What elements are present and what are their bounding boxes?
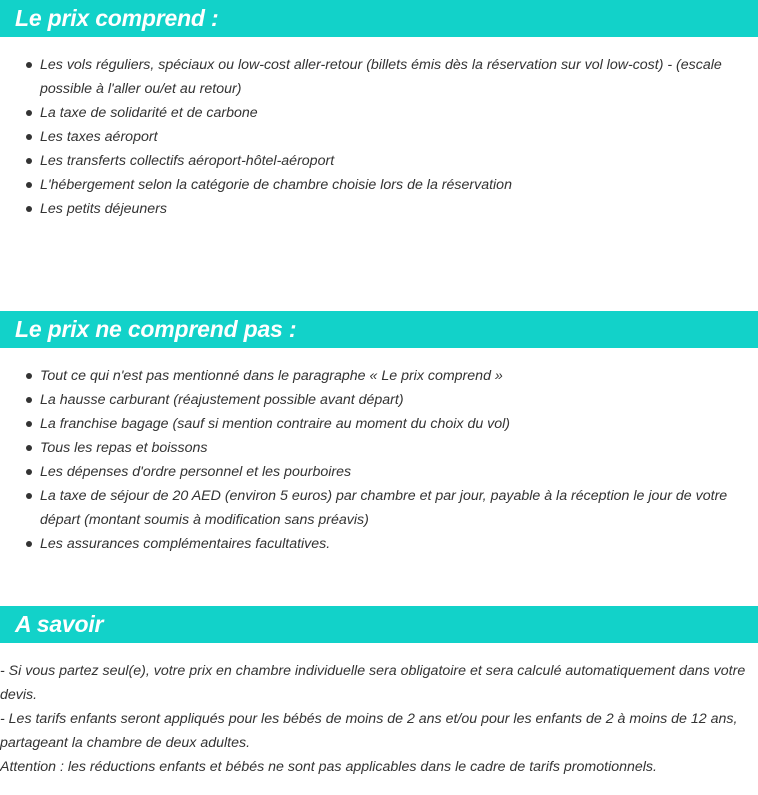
list-item (0, 149, 758, 173)
included-list (0, 53, 758, 221)
section-header-info (0, 606, 758, 643)
list-item-text: L'hébergement selon la catégorie de chambre choisie lors de la réservation (40, 177, 512, 193)
list-item (0, 173, 758, 197)
info-line: - Si vous partez seul(e), votre prix en chambre individuelle sera obligatoire et sera calculé automatiquement dans votre devis. (0, 663, 746, 703)
list-item (0, 484, 758, 532)
bullet-icon (26, 62, 32, 68)
bullet-icon (26, 445, 32, 451)
bullet-icon (26, 134, 32, 140)
bullet-icon (26, 493, 32, 499)
list-item-text: Tous les repas et boissons (40, 440, 208, 456)
section-header-included (0, 0, 758, 37)
bullet-icon (26, 158, 32, 164)
list-item-text: La taxe de solidarité et de carbone (40, 105, 258, 121)
list-item (0, 436, 758, 460)
info-notes (0, 659, 750, 779)
bullet-icon (26, 541, 32, 547)
bullet-icon (26, 373, 32, 379)
list-item-text: Les transferts collectifs aéroport-hôtel-aéroport (40, 153, 335, 169)
section-title-included: Le prix comprend : (15, 5, 219, 31)
list-item (0, 101, 758, 125)
list-item (0, 364, 758, 388)
bullet-icon (26, 110, 32, 116)
list-item (0, 53, 758, 101)
bullet-icon (26, 421, 32, 427)
bullet-icon (26, 397, 32, 403)
list-item-text: Les petits déjeuners (40, 201, 167, 217)
list-item-text: La franchise bagage (sauf si mention contraire au moment du choix du vol) (40, 416, 511, 432)
list-item (0, 125, 758, 149)
list-item-text: Tout ce qui n'est pas mentionné dans le paragraphe « Le prix comprend » (40, 368, 503, 384)
list-item (0, 412, 758, 436)
list-item (0, 460, 758, 484)
list-item (0, 388, 758, 412)
info-line: - Les tarifs enfants seront appliqués pour les bébés de moins de 2 ans et/ou pour les enfants de 2 à moins de 12 ans, partageant la chambre de deux adultes. (0, 711, 738, 751)
list-item (0, 197, 758, 221)
section-title-info: A savoir (15, 611, 104, 637)
list-item-text: La hausse carburant (réajustement possible avant départ) (40, 392, 404, 408)
excluded-list (0, 364, 758, 556)
list-item (0, 532, 758, 556)
info-line: Attention : les réductions enfants et bébés ne sont pas applicables dans le cadre de tarifs promotionnels. (0, 759, 657, 775)
list-item-text: Les dépenses d'ordre personnel et les pourboires (40, 464, 352, 480)
list-item-text: La taxe de séjour de 20 AED (environ 5 euros) par chambre et par jour, payable à la réception le jour de votre départ (montant soumis à modification sans préavis) (40, 488, 728, 528)
bullet-icon (26, 182, 32, 188)
list-item-text: Les vols réguliers, spéciaux ou low-cost aller-retour (billets émis dès la réservation sur vol low-cost) - (escale possible à l'aller ou/et au retour) (40, 57, 722, 97)
section-title-excluded: Le prix ne comprend pas : (15, 316, 297, 342)
bullet-icon (26, 206, 32, 212)
list-item-text: Les assurances complémentaires facultatives. (40, 536, 331, 552)
list-item-text: Les taxes aéroport (40, 129, 158, 145)
section-header-excluded (0, 311, 758, 348)
bullet-icon (26, 469, 32, 475)
